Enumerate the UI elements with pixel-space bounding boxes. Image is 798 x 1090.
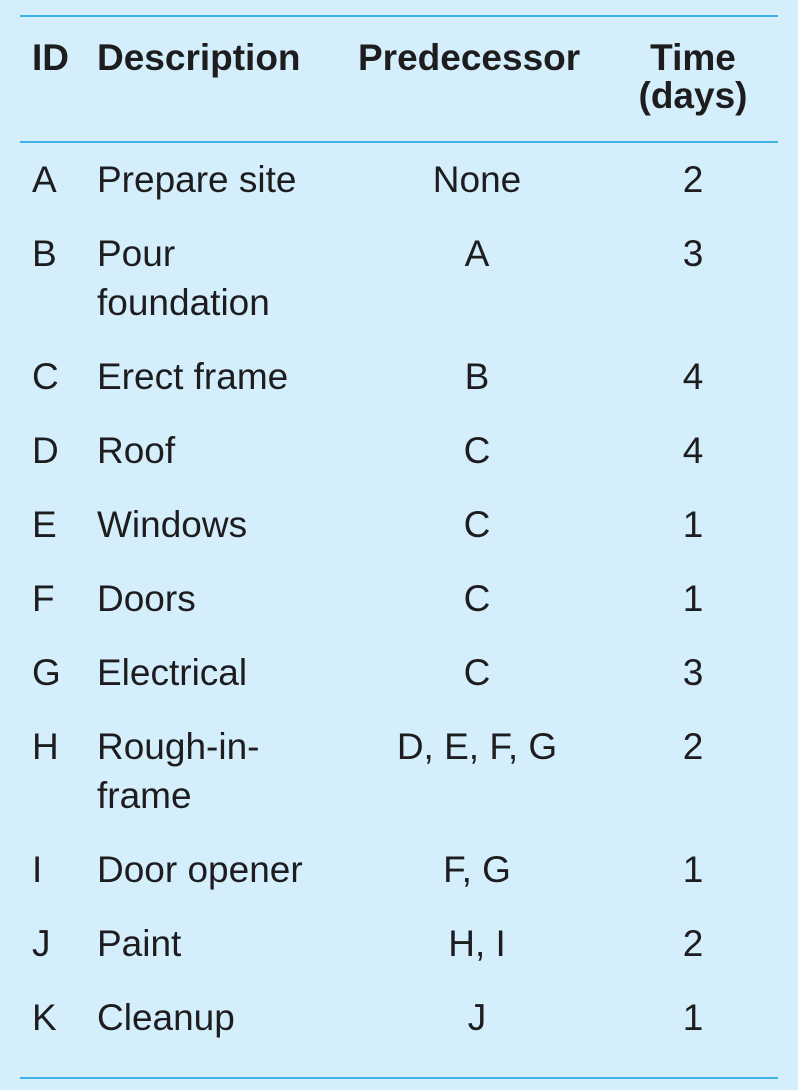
cell-time: 2 <box>682 923 704 964</box>
cell-id: J <box>32 923 51 964</box>
header-time <box>620 39 766 115</box>
cell-id: D <box>32 430 59 471</box>
cell-time: 2 <box>682 159 704 200</box>
cell-predecessor: F, G <box>443 849 511 890</box>
cell-description: Rough-in-frame <box>97 726 260 816</box>
header-time-line2: (days) <box>638 75 748 116</box>
cell-description: Roof <box>97 430 176 471</box>
header-id: ID <box>32 37 69 78</box>
cell-description: Prepare site <box>97 159 297 200</box>
cell-description: Pour foundation <box>97 233 270 323</box>
cell-time: 4 <box>682 356 704 397</box>
header-description: Description <box>97 37 301 78</box>
header-predecessor: Predecessor <box>358 37 581 78</box>
cell-time: 4 <box>682 430 704 471</box>
header-time-line1: Time <box>650 37 736 78</box>
cell-id: H <box>32 726 59 767</box>
cell-predecessor: D, E, F, G <box>396 726 558 767</box>
cell-time: 1 <box>682 997 704 1038</box>
cell-time: 2 <box>682 726 704 767</box>
cell-predecessor: H, I <box>448 923 506 964</box>
cell-id: B <box>32 233 57 274</box>
cell-predecessor: C <box>463 578 491 619</box>
cell-predecessor: A <box>464 233 490 274</box>
cell-description: Electrical <box>97 652 248 693</box>
cell-time: 3 <box>682 652 704 693</box>
cell-id: C <box>32 356 59 397</box>
cell-predecessor: C <box>463 504 491 545</box>
cell-predecessor: C <box>463 652 491 693</box>
cell-predecessor: None <box>432 159 522 200</box>
cell-id: I <box>32 849 43 890</box>
cell-id: F <box>32 578 55 619</box>
cell-description: Paint <box>97 923 182 964</box>
cell-time: 3 <box>682 233 704 274</box>
table-body <box>20 143 778 1077</box>
cell-description: Cleanup <box>97 997 235 1038</box>
cell-id: G <box>32 652 61 693</box>
bottom-rule <box>20 1077 778 1079</box>
activity-table <box>20 15 778 1079</box>
cell-time: 1 <box>682 504 704 545</box>
cell-time: 1 <box>682 849 704 890</box>
cell-description: Erect frame <box>97 356 289 397</box>
table-header <box>20 17 778 141</box>
cell-predecessor: B <box>464 356 490 397</box>
cell-predecessor: J <box>467 997 487 1038</box>
cell-description: Windows <box>97 504 248 545</box>
cell-id: K <box>32 997 57 1038</box>
cell-time: 1 <box>682 578 704 619</box>
cell-description: Doors <box>97 578 196 619</box>
cell-description: Door opener <box>97 849 303 890</box>
cell-id: E <box>32 504 57 545</box>
cell-predecessor: C <box>463 430 491 471</box>
cell-id: A <box>32 159 57 200</box>
